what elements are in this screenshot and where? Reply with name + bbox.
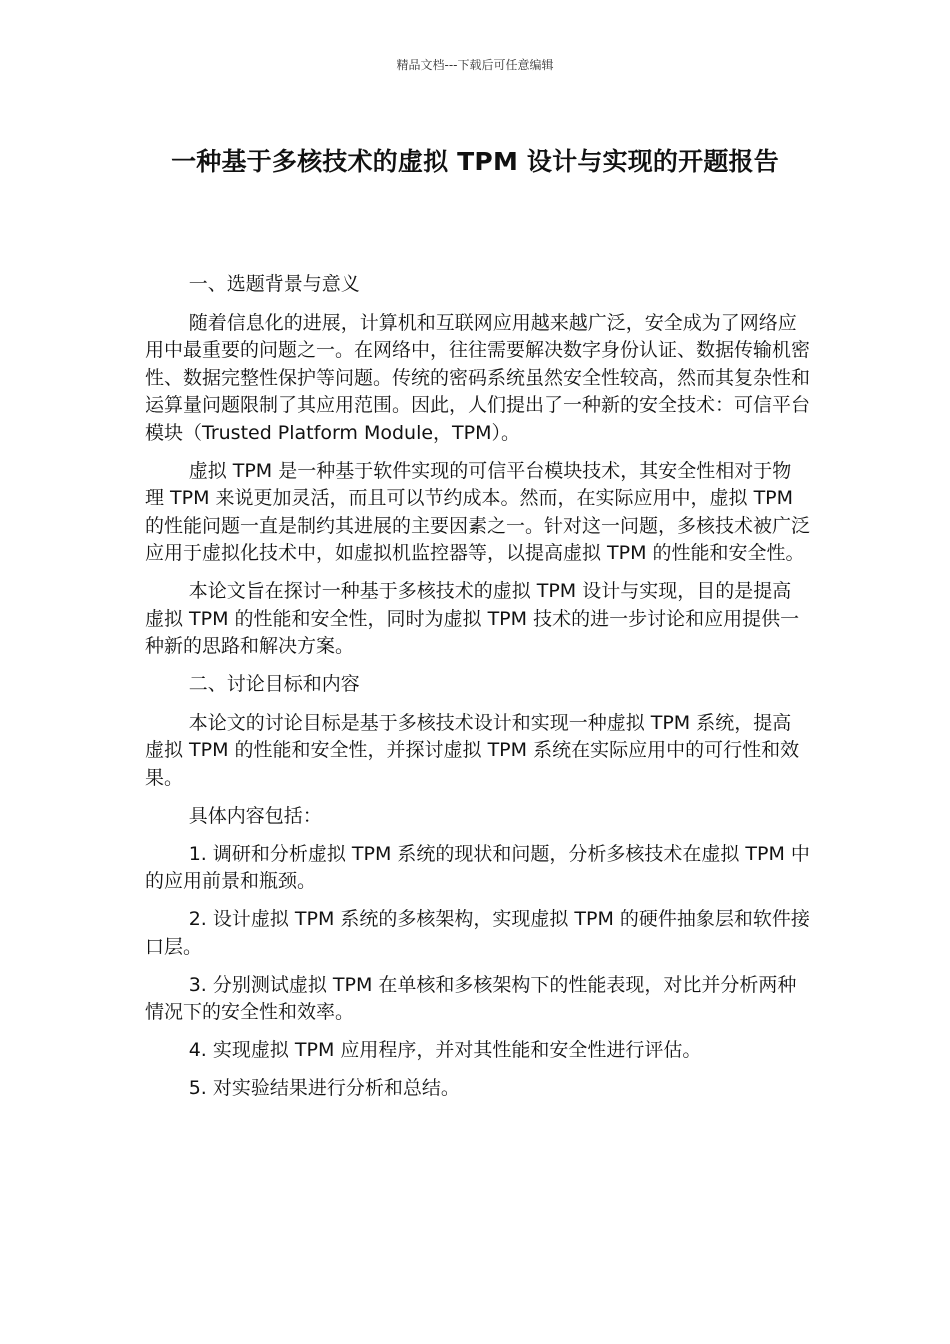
paragraph: 本论文的讨论目标是基于多核技术设计和实现一种虚拟 TPM 系统，提高虚拟 TPM 的性能和安全性，并探讨虚拟 TPM 系统在实际应用中的可行性和效果。 <box>145 711 800 789</box>
list-item: 4. 实现虚拟 TPM 应用程序，并对其性能和安全性进行评估。 <box>188 1039 702 1061</box>
list-item: 2. 设计虚拟 TPM 系统的多核架构，实现虚拟 TPM 的硬件抽象层和软件接口层。 <box>145 908 810 958</box>
document-body <box>145 271 810 1113</box>
list-item: 1. 调研和分析虚拟 TPM 系统的现状和问题，分析多核技术在虚拟 TPM 中的应用前景和瓶颈。 <box>145 842 810 892</box>
document-title: 一种基于多核技术的虚拟 TPM 设计与实现的开题报告 <box>171 147 779 176</box>
section-heading-background: 一、选题背景与意义 <box>188 273 360 295</box>
list-item: 3. 分别测试虚拟 TPM 在单核和多核架构下的性能表现，对比并分析两种情况下的安全性和效率。 <box>145 973 797 1023</box>
paragraph: 随着信息化的进展，计算机和互联网应用越来越广泛，安全成为了网络应用中最重要的问题之一。在网络中，往往需要解决数字身份认证、数据传输机密性、数据完整性保护等问题。传统的密码系统虽然安全性较高，然而其复杂性和运算量问题限制了其应用范围。因此，人们提出了一种新的安全技术：可信平台模块（Trusted Platform Module，TPM）。 <box>145 311 811 444</box>
section-heading-objectives: 二、讨论目标和内容 <box>188 673 360 695</box>
paragraph: 虚拟 TPM 是一种基于软件实现的可信平台模块技术，其安全性相对于物理 TPM 来说更加灵活，而且可以节约成本。然而，在实际应用中，虚拟 TPM 的性能问题一直是制约其进展的主要因素之一。针对这一问题，多核技术被广泛应用于虚拟化技术中，如虚拟机监控器等，以提高虚拟 TPM 的性能和安全性。 <box>145 459 811 564</box>
paragraph: 本论文旨在探讨一种基于多核技术的虚拟 TPM 设计与实现，目的是提高虚拟 TPM 的性能和安全性，同时为虚拟 TPM 技术的进一步讨论和应用提供一种新的思路和解决方案。 <box>145 580 800 657</box>
header-note: 精品文档---下载后可任意编辑 <box>396 58 554 72</box>
list-item: 5. 对实验结果进行分析和总结。 <box>188 1077 460 1099</box>
paragraph: 具体内容包括： <box>188 804 322 827</box>
